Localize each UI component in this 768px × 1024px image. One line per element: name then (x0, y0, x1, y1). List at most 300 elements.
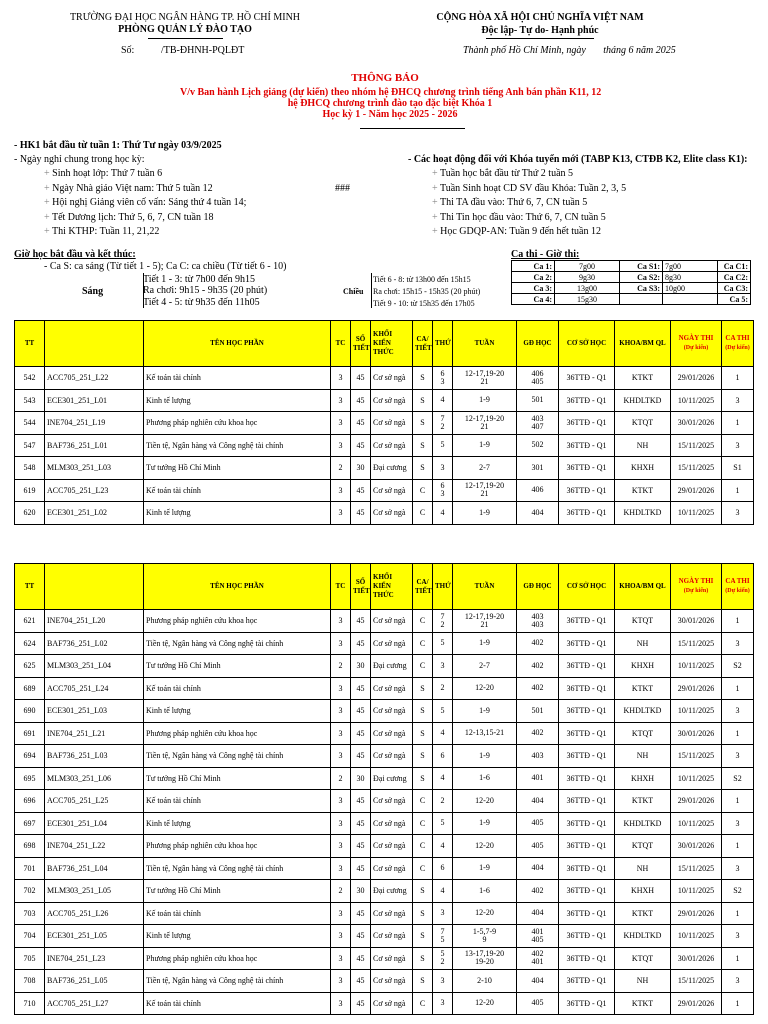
cell-row-number: 691 (15, 722, 45, 745)
cell-room: 401 405 (517, 925, 559, 948)
cell-room: 402 401 (517, 947, 559, 970)
cell-credits: 3 (331, 790, 351, 813)
cell-knowledge-block: Cơ sở ngà (371, 479, 413, 502)
cell-row-number: 625 (15, 655, 45, 678)
table-row (15, 835, 754, 858)
class-hours-heading: Giờ học bắt đầu và kết thúc: (14, 249, 136, 260)
cell-credits: 3 (331, 502, 351, 525)
table-row (15, 479, 754, 502)
cell-credits: 3 (331, 970, 351, 993)
cell-exam-shift: 3 (722, 970, 754, 993)
header-faculty: KHOA/BM QL (615, 321, 671, 367)
cell-periods: 45 (351, 947, 371, 970)
table-header-row (15, 564, 754, 610)
cell-exam-shift: 3 (722, 745, 754, 768)
cell-course-name: Tư tưởng Hồ Chí Minh (144, 880, 331, 903)
holiday-item: + Sinh hoạt lớp: Thứ 7 tuần 6 (44, 168, 163, 179)
cell-weeks: 13-17,19-20 19-20 (453, 947, 517, 970)
cell-faculty: KHDLTKD (615, 502, 671, 525)
cell-course-name: Kế toán tài chính (144, 790, 331, 813)
cell-credits: 2 (331, 457, 351, 480)
cell-exam-date: 30/01/2026 (671, 722, 722, 745)
national-motto: Độc lập- Tự do- Hạnh phúc (481, 25, 599, 36)
cell-knowledge-block: Cơ sở ngà (371, 722, 413, 745)
cell-campus: 36TTĐ - Q1 (559, 655, 615, 678)
cell-credits: 3 (331, 835, 351, 858)
cell-weeks: 1-9 (453, 857, 517, 880)
cell-campus: 36TTĐ - Q1 (559, 970, 615, 993)
exam-shift-label: Ca S1: (620, 261, 663, 272)
table-row (15, 970, 754, 993)
cell-weeks: 1-9 (453, 502, 517, 525)
cell-course-name: Kinh tế lượng (144, 925, 331, 948)
cell-knowledge-block: Cơ sở ngà (371, 367, 413, 390)
table-row (15, 992, 754, 1015)
cell-credits: 3 (331, 925, 351, 948)
table-row (15, 389, 754, 412)
cell-weeks: 1-9 (453, 745, 517, 768)
cell-course-name: Tư tưởng Hồ Chí Minh (144, 457, 331, 480)
cell-faculty: KTQT (615, 412, 671, 435)
cell-campus: 36TTĐ - Q1 (559, 479, 615, 502)
cell-row-number: 695 (15, 767, 45, 790)
cell-shift: C (413, 790, 433, 813)
cell-campus: 36TTĐ - Q1 (559, 857, 615, 880)
cell-shift: S (413, 677, 433, 700)
header-weeks: TUẦN (453, 321, 517, 367)
cell-exam-shift: 1 (722, 835, 754, 858)
cell-room: 401 (517, 767, 559, 790)
cell-exam-date: 15/11/2025 (671, 745, 722, 768)
cell-exam-shift: 1 (722, 902, 754, 925)
header-tt: TT (15, 321, 45, 367)
cell-exam-shift: S2 (722, 880, 754, 903)
cell-course-code: MLM303_251_L03 (45, 457, 144, 480)
cell-faculty: KHXH (615, 767, 671, 790)
cell-weeks: 1-5,7-9 9 (453, 925, 517, 948)
morning-period: Tiết 1 - 3: từ 7h00 đến 9h15 (143, 274, 255, 285)
cell-course-name: Phương pháp nghiên cứu khoa học (144, 947, 331, 970)
cell-exam-shift: 3 (722, 632, 754, 655)
cell-exam-date: 10/11/2025 (671, 880, 722, 903)
cell-weekday: 4 (433, 502, 453, 525)
holidays-heading: - Ngày nghỉ chung trong học kỳ: (14, 154, 145, 165)
cell-shift: S (413, 947, 433, 970)
cell-course-name: Kế toán tài chính (144, 992, 331, 1015)
cell-faculty: KTKT (615, 992, 671, 1015)
cell-shift: S (413, 389, 433, 412)
table-row (15, 677, 754, 700)
notice-subject-line3: Học kỳ 1 - Năm học 2025 - 2026 (322, 109, 458, 120)
cell-course-name: Phương pháp nghiên cứu khoa học (144, 835, 331, 858)
morning-period: Tiết 4 - 5: từ 9h35 đến 11h05 (143, 297, 260, 308)
cell-campus: 36TTĐ - Q1 (559, 412, 615, 435)
cell-exam-shift: S2 (722, 655, 754, 678)
cell-knowledge-block: Cơ sở ngà (371, 925, 413, 948)
cell-course-code: BAF736_251_L05 (45, 970, 144, 993)
cell-periods: 45 (351, 502, 371, 525)
cell-row-number: 544 (15, 412, 45, 435)
cell-credits: 3 (331, 857, 351, 880)
cell-room: 403 403 (517, 610, 559, 633)
cell-weeks: 1-9 (453, 389, 517, 412)
university-name: TRƯỜNG ĐẠI HỌC NGÂN HÀNG TP. HỒ CHÍ MINH (69, 12, 301, 23)
cell-row-number: 543 (15, 389, 45, 412)
cell-faculty: KTQT (615, 610, 671, 633)
exam-shift-label: Ca 1: (512, 261, 555, 272)
cell-credits: 3 (331, 722, 351, 745)
header-credits: TC (331, 321, 351, 367)
table-row (15, 412, 754, 435)
cell-course-name: Phương pháp nghiên cứu khoa học (144, 412, 331, 435)
cell-periods: 45 (351, 610, 371, 633)
cell-row-number: 548 (15, 457, 45, 480)
cell-exam-shift: 1 (722, 610, 754, 633)
table-row (15, 457, 754, 480)
cell-periods: 30 (351, 457, 371, 480)
morning-divider (143, 273, 144, 308)
cell-credits: 3 (331, 947, 351, 970)
cell-exam-date: 10/11/2025 (671, 812, 722, 835)
cell-periods: 45 (351, 812, 371, 835)
cell-periods: 45 (351, 700, 371, 723)
exam-shift-label: Ca 5: (718, 294, 751, 305)
cell-credits: 3 (331, 479, 351, 502)
cell-knowledge-block: Cơ sở ngà (371, 857, 413, 880)
cell-shift: C (413, 502, 433, 525)
cell-exam-date: 10/11/2025 (671, 655, 722, 678)
semester-start: - HK1 bắt đầu từ tuần 1: Thứ Tư ngày 03/9/2025 (14, 140, 222, 151)
cell-exam-date: 15/11/2025 (671, 632, 722, 655)
cell-campus: 36TTĐ - Q1 (559, 502, 615, 525)
cell-knowledge-block: Cơ sở ngà (371, 434, 413, 457)
cell-campus: 36TTĐ - Q1 (559, 434, 615, 457)
cell-shift: C (413, 992, 433, 1015)
cell-course-code: INE704_251_L21 (45, 722, 144, 745)
cell-room: 404 (517, 857, 559, 880)
cell-weekday: 6 (433, 857, 453, 880)
cell-shift: S (413, 902, 433, 925)
cell-faculty: KTKT (615, 479, 671, 502)
cell-room: 406 (517, 479, 559, 502)
republic-title: CỘNG HÒA XÃ HỘI CHỦ NGHĨA VIỆT NAM (436, 12, 644, 23)
cell-course-code: ACC705_251_L22 (45, 367, 144, 390)
cell-campus: 36TTĐ - Q1 (559, 902, 615, 925)
cell-room: 301 (517, 457, 559, 480)
cell-course-code: ACC705_251_L24 (45, 677, 144, 700)
cell-campus: 36TTĐ - Q1 (559, 992, 615, 1015)
cell-knowledge-block: Đại cương (371, 655, 413, 678)
notice-subject-line2: hệ ĐHCQ chương trình đào tạo đặc biệt Khóa 1 (287, 98, 493, 109)
cell-weeks: 12-20 (453, 790, 517, 813)
header-knowledge-block: KHỐI KIẾN THỨC (371, 564, 413, 610)
cell-course-name: Tư tưởng Hồ Chí Minh (144, 655, 331, 678)
header-campus: CƠ SỞ HỌC (559, 321, 615, 367)
cell-periods: 45 (351, 992, 371, 1015)
cell-room: 405 (517, 812, 559, 835)
cell-campus: 36TTĐ - Q1 (559, 700, 615, 723)
cell-exam-shift: 1 (722, 790, 754, 813)
cell-knowledge-block: Đại cương (371, 880, 413, 903)
cell-weeks: 2-7 (453, 457, 517, 480)
cell-room: 404 (517, 502, 559, 525)
table-row (15, 700, 754, 723)
cell-faculty: NH (615, 857, 671, 880)
header-exam-shift: CA THI (Dự kiến) (722, 321, 754, 367)
cell-knowledge-block: Cơ sở ngà (371, 412, 413, 435)
cell-course-code: ACC705_251_L26 (45, 902, 144, 925)
header-shift: CA/ TIẾT (413, 564, 433, 610)
cell-periods: 30 (351, 880, 371, 903)
cell-knowledge-block: Cơ sở ngà (371, 389, 413, 412)
cell-row-number: 708 (15, 970, 45, 993)
exam-shift-table (511, 260, 751, 305)
cell-shift: C (413, 835, 433, 858)
cell-shift: S (413, 767, 433, 790)
cell-weekday: 7 2 (433, 610, 453, 633)
exam-shift-row (512, 294, 751, 305)
cell-weekday: 4 (433, 880, 453, 903)
cell-campus: 36TTĐ - Q1 (559, 677, 615, 700)
cell-weeks: 12-20 (453, 677, 517, 700)
header-periods: SỐ TIẾT (351, 564, 371, 610)
cell-exam-date: 15/11/2025 (671, 970, 722, 993)
cell-exam-shift: 3 (722, 812, 754, 835)
document-number: /TB-ĐHNH-PQLĐT (161, 45, 245, 56)
cell-faculty: KTKT (615, 677, 671, 700)
cell-weekday: 3 (433, 902, 453, 925)
cell-course-code: MLM303_251_L05 (45, 880, 144, 903)
cell-knowledge-block: Cơ sở ngà (371, 502, 413, 525)
cell-course-name: Kế toán tài chính (144, 479, 331, 502)
cell-faculty: KHDLTKD (615, 389, 671, 412)
table-row (15, 902, 754, 925)
cell-weeks: 12-17,19-20 21 (453, 610, 517, 633)
cell-weeks: 1-9 (453, 632, 517, 655)
cell-room: 402 (517, 632, 559, 655)
cell-shift: C (413, 632, 433, 655)
cell-course-name: Tiền tệ, Ngân hàng và Công nghệ tài chính (144, 857, 331, 880)
cell-faculty: KTKT (615, 790, 671, 813)
header-exam-shift: CA THI (Dự kiến) (722, 564, 754, 610)
cell-knowledge-block: Cơ sở ngà (371, 902, 413, 925)
cell-room: 403 (517, 745, 559, 768)
cell-knowledge-block: Cơ sở ngà (371, 700, 413, 723)
cell-exam-shift: 1 (722, 992, 754, 1015)
cell-course-name: Tư tưởng Hồ Chí Minh (144, 767, 331, 790)
new-intake-item: + Học GDQP-AN: Tuần 9 đến hết tuần 12 (432, 226, 601, 237)
table-row (15, 655, 754, 678)
cell-campus: 36TTĐ - Q1 (559, 389, 615, 412)
cell-course-name: Kế toán tài chính (144, 367, 331, 390)
cell-course-name: Tiền tệ, Ngân hàng và Công nghệ tài chính (144, 970, 331, 993)
header-weekday: THỨ (433, 321, 453, 367)
holiday-item: + Tết Dương lịch: Thứ 5, 6, 7, CN tuần 18 (44, 212, 214, 223)
afternoon-label: Chiều (343, 287, 364, 296)
cell-shift: S (413, 970, 433, 993)
cell-campus: 36TTĐ - Q1 (559, 925, 615, 948)
cell-exam-shift: 3 (722, 502, 754, 525)
schedule-table-1 (14, 320, 754, 525)
cell-faculty: KHDLTKD (615, 812, 671, 835)
cell-shift: C (413, 479, 433, 502)
exam-shift-row (512, 283, 751, 294)
cell-exam-date: 15/11/2025 (671, 457, 722, 480)
exam-shift-label: Ca 3: (512, 283, 555, 294)
holiday-item: + Hội nghị Giảng viên cố vấn: Sáng thứ 4 tuần 14; (44, 197, 247, 208)
header-exam-date: NGÀY THI (Dự kiến) (671, 564, 722, 610)
cell-weekday: 4 (433, 389, 453, 412)
cell-exam-date: 10/11/2025 (671, 502, 722, 525)
cell-course-code: BAF736_251_L04 (45, 857, 144, 880)
cell-row-number: 694 (15, 745, 45, 768)
cell-knowledge-block: Cơ sở ngà (371, 947, 413, 970)
cell-room: 402 (517, 880, 559, 903)
cell-room: 404 (517, 902, 559, 925)
cell-shift: S (413, 367, 433, 390)
cell-weeks: 12-13,15-21 (453, 722, 517, 745)
cell-exam-date: 29/01/2026 (671, 790, 722, 813)
cell-faculty: NH (615, 745, 671, 768)
cell-periods: 45 (351, 479, 371, 502)
cell-periods: 45 (351, 722, 371, 745)
cell-credits: 2 (331, 655, 351, 678)
cell-row-number: 621 (15, 610, 45, 633)
cell-exam-date: 29/01/2026 (671, 479, 722, 502)
cell-credits: 2 (331, 767, 351, 790)
cell-weekday: 4 (433, 722, 453, 745)
cell-periods: 30 (351, 655, 371, 678)
cell-faculty: KTQT (615, 835, 671, 858)
cell-shift: S (413, 722, 433, 745)
table-row (15, 722, 754, 745)
new-intake-item: + Tuần học bắt đầu từ Thứ 2 tuần 5 (432, 168, 574, 179)
cell-credits: 3 (331, 389, 351, 412)
cell-exam-shift: 3 (722, 925, 754, 948)
cell-periods: 45 (351, 835, 371, 858)
cell-exam-date: 15/11/2025 (671, 857, 722, 880)
table-row (15, 502, 754, 525)
exam-shift-heading: Ca thi - Giờ thi: (511, 249, 580, 260)
cell-weekday: 7 2 (433, 412, 453, 435)
morning-label: Sáng (82, 286, 104, 297)
cell-row-number: 542 (15, 367, 45, 390)
cell-course-name: Tiền tệ, Ngân hàng và Công nghệ tài chính (144, 632, 331, 655)
cell-weekday: 6 3 (433, 367, 453, 390)
cell-room: 402 (517, 655, 559, 678)
cell-credits: 3 (331, 745, 351, 768)
cell-course-code: ECE301_251_L03 (45, 700, 144, 723)
exam-shift-row (512, 261, 751, 272)
cell-weekday: 4 (433, 835, 453, 858)
header-weeks: TUẦN (453, 564, 517, 610)
hash-marker: ### (335, 183, 350, 194)
header-room: GĐ HỌC (517, 321, 559, 367)
cell-campus: 36TTĐ - Q1 (559, 745, 615, 768)
cell-course-code: INE704_251_L19 (45, 412, 144, 435)
cell-knowledge-block: Đại cương (371, 457, 413, 480)
cell-course-code: ECE301_251_L05 (45, 925, 144, 948)
cell-weekday: 3 (433, 655, 453, 678)
cell-weeks: 12-17,19-20 21 (453, 412, 517, 435)
cell-exam-date: 10/11/2025 (671, 925, 722, 948)
cell-faculty: NH (615, 970, 671, 993)
place-date: Thành phố Hồ Chí Minh, ngày tháng 6 năm 2025 (463, 45, 676, 56)
cell-exam-shift: 3 (722, 857, 754, 880)
cell-course-code: ACC705_251_L27 (45, 992, 144, 1015)
cell-course-code: ACC705_251_L23 (45, 479, 144, 502)
cell-faculty: NH (615, 434, 671, 457)
header-campus: CƠ SỞ HỌC (559, 564, 615, 610)
exam-shift-label: Ca 4: (512, 294, 555, 305)
cell-exam-shift: 3 (722, 434, 754, 457)
exam-shift-time: 15g30 (555, 294, 620, 305)
header-divider-left (148, 38, 223, 39)
cell-weeks: 1-9 (453, 812, 517, 835)
cell-weeks: 12-17,19-20 21 (453, 479, 517, 502)
cell-shift: S (413, 745, 433, 768)
table-row (15, 925, 754, 948)
cell-course-code: ECE301_251_L02 (45, 502, 144, 525)
cell-room: 402 (517, 677, 559, 700)
cell-exam-date: 15/11/2025 (671, 434, 722, 457)
cell-faculty: KHXH (615, 880, 671, 903)
exam-shift-label: Ca S2: (620, 272, 663, 283)
exam-shift-row (512, 272, 751, 283)
exam-shift-time: 7g00 (555, 261, 620, 272)
cell-knowledge-block: Cơ sở ngà (371, 632, 413, 655)
cell-room: 405 (517, 992, 559, 1015)
cell-course-name: Kế toán tài chính (144, 677, 331, 700)
table-row (15, 610, 754, 633)
notice-subject-line1: V/v Ban hành Lịch giảng (dự kiến) theo nhóm hệ ĐHCQ chương trình tiếng Anh bán phần K11, 12 (180, 87, 602, 98)
cell-faculty: KHXH (615, 655, 671, 678)
table-row (15, 767, 754, 790)
cell-credits: 3 (331, 677, 351, 700)
cell-periods: 45 (351, 434, 371, 457)
new-intake-heading: - Các hoạt động đối với Khóa tuyển mới (TABP K13, CTĐB K2, Elite class K1): (408, 154, 748, 165)
cell-periods: 45 (351, 367, 371, 390)
header-weekday: THỨ (433, 564, 453, 610)
cell-periods: 45 (351, 677, 371, 700)
cell-shift: S (413, 925, 433, 948)
cell-shift: C (413, 812, 433, 835)
cell-exam-shift: 1 (722, 479, 754, 502)
cell-faculty: KHXH (615, 457, 671, 480)
cell-weeks: 1-6 (453, 767, 517, 790)
cell-exam-shift: 1 (722, 367, 754, 390)
cell-weekday: 7 5 (433, 925, 453, 948)
exam-shift-time: 7g00 (663, 261, 718, 272)
cell-weeks: 12-17,19-20 21 (453, 367, 517, 390)
cell-weekday: 2 (433, 677, 453, 700)
cell-weekday: 5 (433, 812, 453, 835)
cell-periods: 45 (351, 925, 371, 948)
cell-course-code: MLM303_251_L06 (45, 767, 144, 790)
cell-exam-date: 30/01/2026 (671, 947, 722, 970)
cell-periods: 45 (351, 745, 371, 768)
cell-course-code: MLM303_251_L04 (45, 655, 144, 678)
cell-exam-date: 30/01/2026 (671, 412, 722, 435)
cell-credits: 3 (331, 367, 351, 390)
new-intake-item: + Thi TA đầu vào: Thứ 6, 7, CN tuần 5 (432, 197, 588, 208)
cell-room: 405 (517, 835, 559, 858)
cell-credits: 3 (331, 412, 351, 435)
cell-knowledge-block: Cơ sở ngà (371, 992, 413, 1015)
exam-shift-label: Ca 2: (512, 272, 555, 283)
cell-periods: 45 (351, 389, 371, 412)
cell-periods: 45 (351, 902, 371, 925)
